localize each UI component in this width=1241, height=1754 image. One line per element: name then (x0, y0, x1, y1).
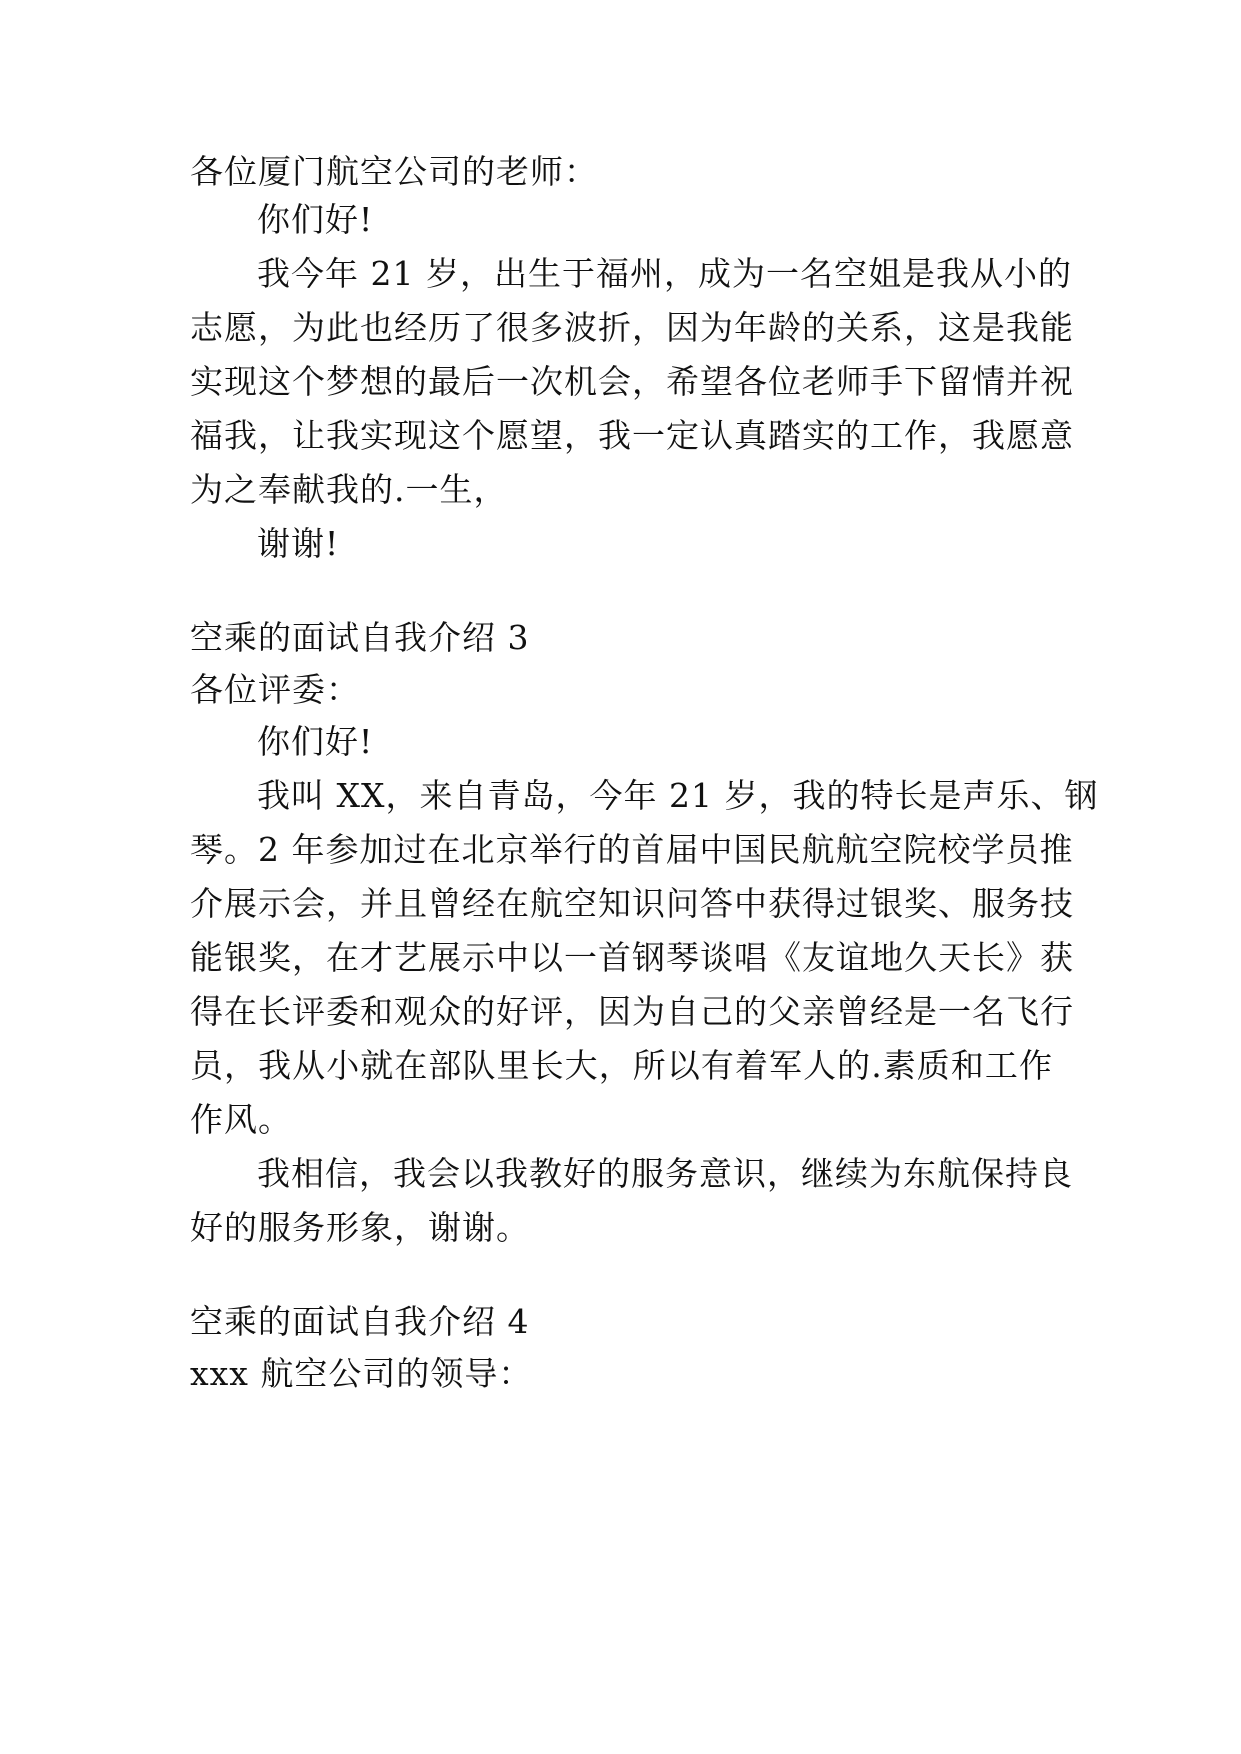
section3-heading: 空乘的面试自我介绍 3 (190, 618, 530, 657)
section3-para1-line-7: 作风。 (190, 1100, 292, 1139)
section3-salutation: 各位评委： (190, 670, 360, 709)
letter1-salutation: 各位厦门航空公司的老师： (190, 152, 598, 191)
section3-para2-line-1: 我相信，我会以我教好的服务意识，继续为东航保持良 (257, 1154, 1073, 1193)
letter1-closing: 谢谢! (257, 524, 340, 563)
section3-para1-line-5: 得在长评委和观众的好评，因为自己的父亲曾经是一名飞行 (190, 992, 1074, 1031)
section3-para1-line-3: 介展示会，并且曾经在航空知识问答中获得过银奖、服务技 (190, 884, 1074, 923)
section3-para1-line-2: 琴。2 年参加过在北京举行的首届中国民航航空院校学员推 (190, 830, 1074, 869)
section3-para1-line-4: 能银奖，在才艺展示中以一首钢琴谈唱《友谊地久天长》获 (190, 938, 1074, 977)
section3-para2-line-2: 好的服务形象，谢谢。 (190, 1208, 530, 1247)
letter1-body-line-2: 志愿，为此也经历了很多波折，因为年龄的关系，这是我能 (190, 308, 1074, 347)
section4-salutation: xxx 航空公司的领导： (190, 1354, 533, 1393)
letter1-body-line-1: 我今年 21 岁，出生于福州，成为一名空姐是我从小的 (257, 254, 1072, 293)
section4-heading: 空乘的面试自我介绍 4 (190, 1302, 530, 1341)
letter1-body-line-4: 福我，让我实现这个愿望，我一定认真踏实的工作，我愿意 (190, 416, 1074, 455)
section3-para1-line-1: 我叫 XX，来自青岛，今年 21 岁，我的特长是声乐、钢 (257, 776, 1099, 815)
letter1-greeting: 你们好! (257, 200, 374, 239)
letter1-body-line-3: 实现这个梦想的最后一次机会，希望各位老师手下留情并祝 (190, 362, 1074, 401)
section3-greeting: 你们好! (257, 722, 374, 761)
letter1-body-line-5: 为之奉献我的.一生， (190, 470, 508, 509)
section3-para1-line-6: 员，我从小就在部队里长大，所以有着军人的.素质和工作 (190, 1046, 1053, 1085)
